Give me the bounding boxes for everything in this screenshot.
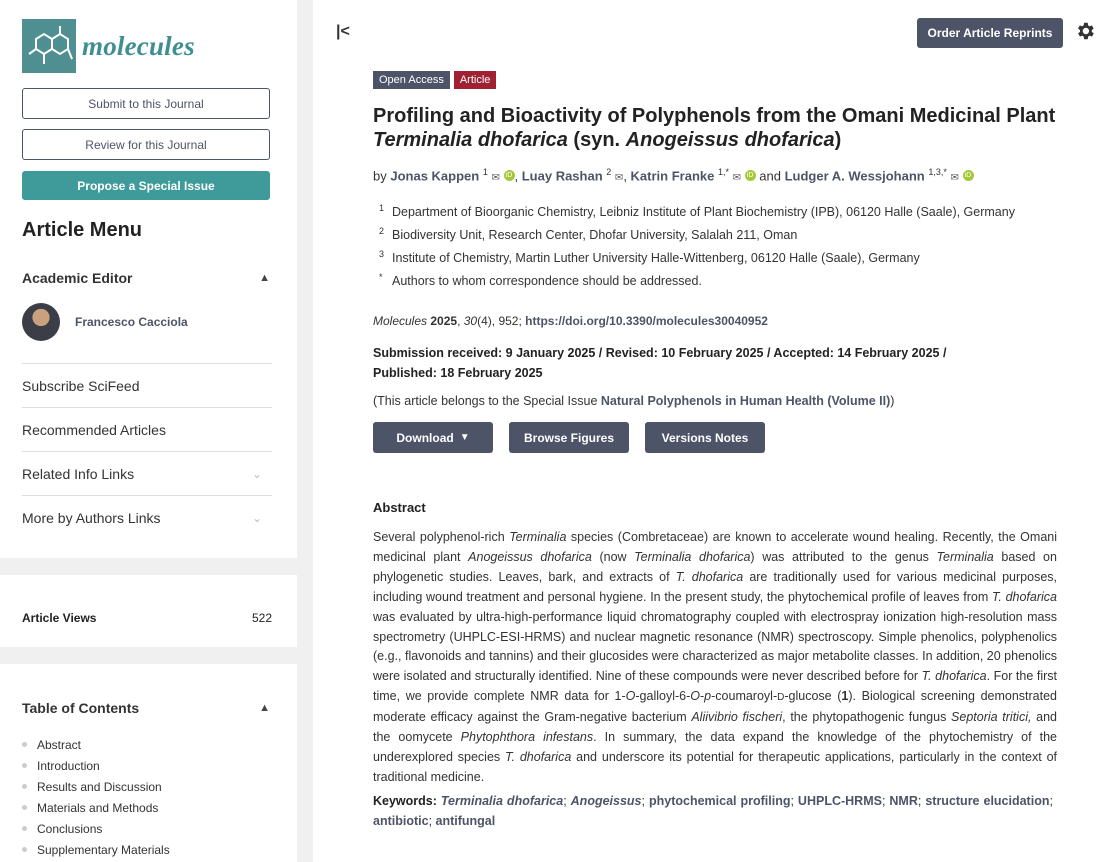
- affiliation-text: Department of Bioorganic Chemistry, Leibniz Institute of Plant Biochemistry (IPB), 06120 Halle (Saale), Germany: [392, 204, 1015, 219]
- title-text: Profiling and Bioactivity of Polyphenols from the Omani Medicinal Plant: [373, 105, 1056, 127]
- academic-editor-label: Academic Editor: [22, 270, 133, 286]
- bullet-icon: [22, 847, 27, 852]
- chevron-down-icon: ⌄: [251, 466, 262, 481]
- download-button[interactable]: [373, 422, 493, 453]
- open-access-badge: Open Access: [373, 71, 450, 89]
- article-main: [313, 0, 1117, 862]
- author-affiliation-sup: 1,3,*: [928, 167, 947, 177]
- title-italic-text: Terminalia dhofarica: [373, 129, 568, 151]
- related-info-links-toggle[interactable]: [22, 451, 272, 495]
- review-for-journal-button[interactable]: Review for this Journal: [22, 129, 270, 160]
- affiliation-item: [379, 223, 1015, 246]
- title-text: (syn.: [567, 129, 626, 151]
- article-menu-title: Article Menu: [22, 219, 143, 241]
- special-issue-link[interactable]: Natural Polyphenols in Human Health (Volume II): [600, 394, 891, 408]
- collapse-left-icon[interactable]: |<: [336, 23, 350, 40]
- orcid-icon[interactable]: iD: [504, 170, 515, 181]
- article-views-panel: [0, 575, 297, 647]
- author-affiliation-sup: 1,*: [717, 167, 729, 177]
- orcid-icon[interactable]: iD: [963, 170, 974, 181]
- editor-name: Francesco Cacciola: [75, 315, 188, 329]
- affiliation-number: 2: [379, 226, 385, 236]
- academic-editor[interactable]: [22, 303, 188, 341]
- chevron-down-icon: ▼: [459, 432, 470, 443]
- toc-item[interactable]: [22, 776, 170, 797]
- chevron-down-icon: ⌄: [251, 510, 262, 525]
- more-by-authors-toggle[interactable]: [22, 495, 272, 539]
- article-views-count: 522: [251, 611, 272, 625]
- table-of-contents-panel: [0, 664, 297, 862]
- author-affiliation-sup: 1: [482, 167, 488, 177]
- bullet-icon: [22, 826, 27, 831]
- editor-avatar: [22, 303, 60, 341]
- affiliation-text: Authors to whom correspondence should be addressed.: [392, 273, 702, 288]
- keyword-link[interactable]: structure elucidation: [925, 794, 1050, 808]
- by-label: by: [373, 168, 387, 184]
- mail-icon[interactable]: ✉: [491, 172, 500, 184]
- affiliations-list: [379, 200, 1015, 292]
- subscribe-scifeed-label: Subscribe SciFeed: [22, 377, 140, 394]
- article-title: [373, 104, 1073, 152]
- sidebar: [0, 0, 297, 862]
- article-views-label: Article Views: [22, 611, 97, 625]
- affiliation-text: Institute of Chemistry, Martin Luther University Halle-Wittenberg, 06120 Halle (Saale), Germany: [392, 250, 920, 265]
- citation-line: Molecules 2025, 30(4), 952; https://doi.org/10.3390/molecules30040952: [373, 314, 768, 328]
- related-info-links-label: Related Info Links: [22, 465, 135, 482]
- affiliation-item: [379, 269, 1015, 292]
- citation-issue-pages: (4), 952;: [477, 314, 522, 328]
- subscribe-scifeed-link[interactable]: [22, 363, 272, 407]
- versions-notes-button[interactable]: Versions Notes: [645, 422, 765, 453]
- recommended-articles-link[interactable]: [22, 407, 272, 451]
- author-link[interactable]: Luay Rashan: [521, 168, 603, 184]
- toc-item[interactable]: [22, 797, 170, 818]
- mail-icon[interactable]: ✉: [614, 172, 624, 184]
- bullet-icon: [22, 742, 27, 747]
- chevron-up-icon: ▲: [259, 272, 270, 284]
- logo-text: molecules: [82, 30, 195, 61]
- order-reprints-button[interactable]: Order Article Reprints: [917, 18, 1063, 48]
- submit-to-journal-button[interactable]: Submit to this Journal: [22, 88, 270, 119]
- gear-icon[interactable]: [1074, 20, 1096, 42]
- journal-name: Molecules: [373, 314, 428, 328]
- chevron-up-icon: ▲: [259, 702, 270, 714]
- mail-icon[interactable]: ✉: [950, 172, 959, 184]
- article-actions: [373, 422, 765, 453]
- toc-item-label: Supplementary Materials: [37, 842, 170, 857]
- author-link[interactable]: Ludger A. Wessjohann: [784, 168, 925, 184]
- affiliation-number: 3: [379, 249, 385, 259]
- special-issue-note: [373, 394, 894, 408]
- toc-item[interactable]: [22, 818, 170, 839]
- bullet-icon: [22, 763, 27, 768]
- bullet-icon: [22, 805, 27, 810]
- toc-toggle[interactable]: [22, 700, 270, 716]
- propose-special-issue-button[interactable]: Propose a Special Issue: [22, 171, 270, 200]
- recommended-articles-label: Recommended Articles: [22, 421, 166, 438]
- bullet-icon: [22, 784, 27, 789]
- keyword-link[interactable]: UHPLC-HRMS: [797, 794, 882, 808]
- affiliation-item: [379, 246, 1015, 269]
- title-text: ): [834, 129, 842, 151]
- mail-icon[interactable]: ✉: [732, 172, 742, 184]
- toc-item-label: Abstract: [37, 737, 82, 752]
- sidebar-top-panel: [0, 0, 297, 558]
- article-tags: [373, 71, 496, 89]
- affiliation-number: *: [379, 272, 383, 282]
- affiliation-number: 1: [379, 203, 385, 213]
- author-affiliation-sup: 2: [606, 167, 612, 177]
- browse-figures-button[interactable]: Browse Figures: [509, 422, 629, 453]
- toc-item-label: Introduction: [37, 758, 100, 773]
- keyword-link[interactable]: antibiotic: [373, 814, 429, 828]
- article-views-row: [22, 611, 272, 625]
- keyword-link[interactable]: Terminalia dhofarica: [440, 794, 564, 808]
- affiliation-text: Biodiversity Unit, Research Center, Dhofar University, Salalah 211, Oman: [392, 227, 798, 242]
- toc-item-label: Conclusions: [37, 821, 103, 836]
- toc-title: Table of Contents: [22, 700, 140, 716]
- author-link[interactable]: Jonas Kappen: [390, 168, 480, 184]
- author-link[interactable]: Katrin Franke: [630, 168, 715, 184]
- abstract-heading: Abstract: [373, 500, 426, 515]
- affiliation-item: [379, 200, 1015, 223]
- toc-item-label: Results and Discussion: [37, 779, 162, 794]
- academic-editor-toggle[interactable]: [22, 270, 270, 286]
- and-label: and: [759, 168, 781, 184]
- author-list: by Jonas Kappen $^1$ ✉ iD , Luay Rashan $^2$ ✉, Katrin Franke $^{1,*}$ ✉ iD and Ludger A. Wessjohann $^{1,3,*}$ ✉ iD: [373, 162, 1073, 188]
- keyword-link[interactable]: antifungal: [435, 814, 496, 828]
- toc-list: [22, 734, 170, 860]
- more-by-authors-label: More by Authors Links: [22, 509, 161, 526]
- special-issue-suffix: ): [890, 394, 895, 408]
- toc-item[interactable]: [22, 839, 170, 860]
- special-issue-prefix: (This article belongs to the Special Issue: [373, 394, 601, 408]
- toc-item[interactable]: [22, 755, 170, 776]
- article-type-badge: Article: [454, 71, 497, 89]
- keyword-link[interactable]: phytochemical profiling: [648, 794, 791, 808]
- citation-year: 2025: [430, 314, 458, 328]
- download-label: Download: [396, 430, 454, 445]
- molecules-logo-icon: [22, 19, 76, 73]
- keyword-link[interactable]: NMR: [889, 794, 918, 808]
- keyword-link[interactable]: Anogeissus: [570, 794, 642, 808]
- doi-link[interactable]: https://doi.org/10.3390/molecules30040952: [525, 314, 768, 328]
- abstract-body: Several polyphenol-rich Terminalia species (Combretaceae) are known to accelerate wound healing. Recently, the Omani medicinal plant Anogeissus dhofarica (now Terminalia dhofarica) was attributed to the genus Terminalia based on phylogenetic studies. Leaves, bark, and extracts of T. dhofarica are traditionally used for various medicinal purposes, including wound treatment and personal hygiene. In the present study, the phytochemical profile of leaves from T. dhofarica was evaluated by ultra-high-performance liquid chromatography coupled with electrospray ionization high-resolution mass spectrometry (UHPLC-ESI-HRMS) and nuclear magnetic resonance (NMR) spectroscopy. Simple phenolics, polyphenolics (e.g., flavonoids and tannins) and their glucosides were characterized as major metabolite classes. In addition, 20 phenolics were isolated and structurally identified. Nine of these compounds were never described before for T. dhofarica. For the first time, we provide complete NMR data for 1-O-galloyl-6-O-p-coumaroyl-D-glucose (1). Biological screening demonstrated moderate efficacy against the Gram-negative bacterium Aliivibrio fischeri, the phytopathogenic fungus Septoria tritici, and the oomycete Phytophthora infestans. In summary, the data expand the knowledge of the phytochemistry of the underexplored species T. dhofarica and underscore its potential for therapeutic applications, particularly in the context of traditional medicine.: [373, 530, 1058, 784]
- toc-item[interactable]: [22, 734, 170, 755]
- title-italic-text: Anogeissus dhofarica: [625, 129, 835, 151]
- citation-volume: 30: [463, 314, 478, 328]
- keywords-label: Keywords:: [373, 794, 437, 808]
- journal-logo[interactable]: [22, 19, 195, 73]
- orcid-icon[interactable]: iD: [745, 170, 756, 181]
- toc-item-label: Materials and Methods: [37, 800, 159, 815]
- keywords-line: Keywords: Terminalia dhofarica; Anogeissus; phytochemical profiling; UHPLC-HRMS; NMR; structure elucidation; antibiotic; antifungal: [373, 794, 1053, 828]
- publication-dates: Submission received: 9 January 2025 / Revised: 10 February 2025 / Accepted: 14 February 2025 / Published: 18 February 2025: [373, 346, 947, 380]
